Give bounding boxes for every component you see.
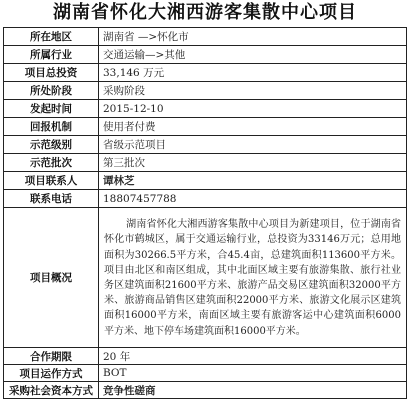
row-value: [99, 64, 407, 82]
table-row: [4, 118, 407, 136]
term-value: 20 年: [103, 350, 131, 363]
return-mechanism-value: 使用者付费: [103, 121, 156, 133]
demo-batch-value: 第三批次: [103, 157, 145, 169]
table-row: [4, 82, 407, 100]
table-row: [4, 365, 407, 382]
row-value: [99, 154, 407, 172]
table-row: [4, 172, 407, 190]
row-value: [99, 136, 407, 154]
row-value: [99, 118, 407, 136]
row-label: 项目联系人: [4, 172, 99, 190]
row-label: 联系电话: [4, 190, 99, 208]
row-label: 合作期限: [4, 348, 99, 365]
row-label: 示范批次: [4, 154, 99, 172]
region-value: 湖南省 —>怀化市: [103, 31, 189, 43]
row-label: 发起时间: [4, 100, 99, 118]
project-info-table: [3, 27, 407, 399]
row-label: 项目总投资: [4, 64, 99, 82]
table-row: [4, 190, 407, 208]
row-label: 回报机制: [4, 118, 99, 136]
table-row: [4, 348, 407, 365]
contact-person-value: 谭林芝: [103, 175, 135, 187]
row-label: 所属行业: [4, 46, 99, 64]
table-row: [4, 136, 407, 154]
row-label: 项目概况: [4, 208, 99, 348]
page-title: 湖南省怀化大湘西游客集散中心项目: [53, 2, 357, 23]
row-value: [99, 365, 407, 382]
operation-mode-value: BOT: [103, 367, 127, 379]
launch-date-value: 2015-12-10: [103, 102, 164, 115]
phone-value: 18807457788: [103, 192, 177, 205]
row-value: [99, 172, 407, 190]
table-row: [4, 208, 407, 348]
project-overview-text: [99, 208, 407, 348]
row-value: [99, 100, 407, 118]
row-value: [99, 348, 407, 365]
row-label: 所处阶段: [4, 82, 99, 100]
industry-value: 交通运输—>其他: [103, 49, 186, 61]
row-value: [99, 382, 407, 399]
row-value: [99, 46, 407, 64]
table-row: [4, 154, 407, 172]
stage-value: 采购阶段: [103, 85, 145, 97]
table-row: [4, 64, 407, 82]
row-label: 采购社会资本方式: [4, 382, 99, 399]
row-label: 示范级别: [4, 136, 99, 154]
table-row: [4, 100, 407, 118]
table-row: [4, 46, 407, 64]
investment-value: 33,146 万元: [103, 67, 165, 79]
table-row: [4, 382, 407, 399]
row-value: [99, 28, 407, 46]
row-label: 项目运作方式: [4, 365, 99, 382]
row-value: [99, 190, 407, 208]
row-label: 所在地区: [4, 28, 99, 46]
demo-level-value: 省级示范项目: [103, 139, 166, 151]
table-row: [4, 28, 407, 46]
row-value: [99, 82, 407, 100]
overview-paragraph: 湖南省怀化大湘西游客集散中心项目为新建项目，位于湖南省怀化市鹤城区，属于交通运输行业，总投资为33146万元；总用地面积为30266.5平方米，合45.4亩，总建筑面积113600平方米。项目由北区和南区组成，其中北面区域主要有旅游集散、旅行社业务区建筑面积21600平方米、旅游产品交易区建筑面积32000平方米、旅游商品销售区建筑面积22000平方米、旅游文化展示区建筑面积16000平方米，南面区域主要有旅游客运中心建筑面积6000平方米、地下停车场建筑面积16000平方米。: [104, 219, 401, 337]
procurement-method-value: 竞争性磋商: [103, 384, 156, 397]
